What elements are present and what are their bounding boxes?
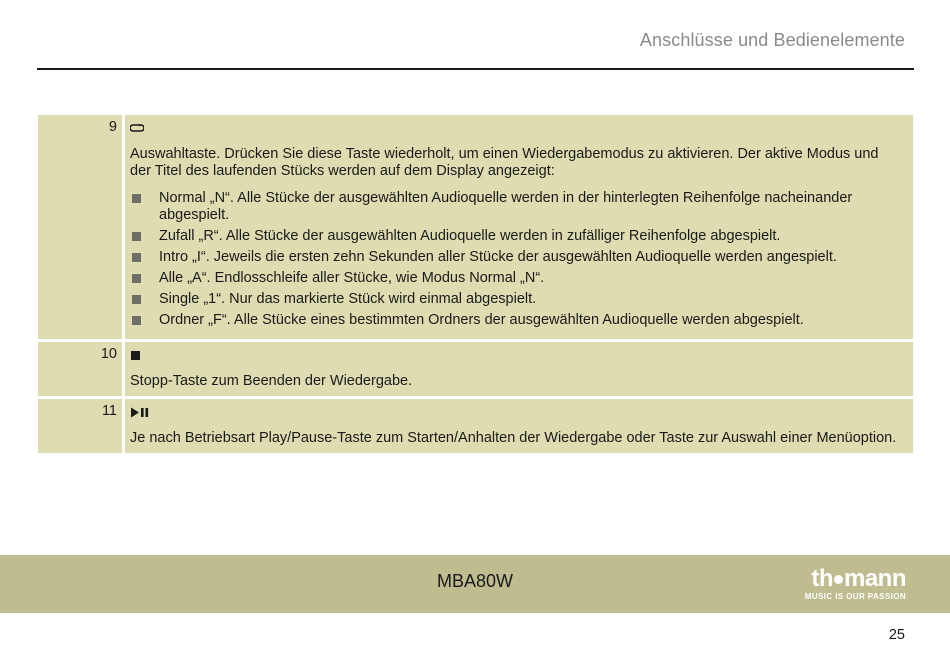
list-item: Intro „I“. Jeweils die ersten zehn Sekunden aller Stücke der ausgewählten Audioquelle werden angespielt. — [130, 249, 901, 266]
controls-table — [38, 115, 913, 456]
row-number: 10 — [38, 342, 122, 396]
row-description: Je nach Betriebsart Play/Pause-Taste zum Starten/Anhalten der Wiedergabe oder Taste zur Auswahl einer Menüoption. — [130, 430, 897, 446]
page-footer — [0, 555, 950, 613]
row-content — [125, 399, 913, 453]
thomann-logo: th mann MUSIC IS OUR PASSION — [804, 565, 906, 601]
table-row — [38, 399, 913, 453]
play-pause-icon — [130, 407, 150, 418]
row-description: Stopp-Taste zum Beenden der Wiedergabe. — [130, 373, 413, 389]
logo-dot-icon — [834, 575, 843, 584]
page-header-title: Anschlüsse und Bedienelemente — [639, 30, 905, 50]
mode-list — [130, 190, 901, 329]
logo-tagline: MUSIC IS OUR PASSION — [804, 592, 906, 601]
bullet-square-icon — [132, 274, 141, 283]
model-name: MBA80W — [436, 571, 514, 591]
list-item: Ordner „F“. Alle Stücke eines bestimmten Ordners der ausgewählten Audioquelle werden abgespielt. — [130, 312, 901, 329]
row-number: 11 — [38, 399, 122, 453]
list-item: Single „1“. Nur das markierte Stück wird einmal abgespielt. — [130, 291, 901, 308]
bullet-square-icon — [132, 232, 141, 241]
row-description: Auswahltaste. Drücken Sie diese Taste wiederholt, um einen Wiedergabemodus zu aktivieren. Der aktive Modus und der Titel des laufenden Stücks werden auf dem Display angezeigt: — [130, 146, 879, 179]
bullet-square-icon — [132, 194, 141, 203]
row-content — [125, 115, 913, 339]
page-number: 25 — [888, 627, 905, 643]
row-content — [125, 342, 913, 396]
table-row — [38, 342, 913, 396]
bullet-square-icon — [132, 295, 141, 304]
list-item: Alle „A“. Endlosschleife aller Stücke, wie Modus Normal „N“. — [130, 270, 901, 287]
row-number: 9 — [38, 115, 122, 339]
bullet-square-icon — [132, 316, 141, 325]
header-divider — [37, 68, 914, 70]
repeat-mode-icon — [130, 124, 144, 132]
bullet-square-icon — [132, 253, 141, 262]
list-item: Zufall „R“. Alle Stücke der ausgewählten Audioquelle werden in zufälliger Reihenfolge abgespielt. — [130, 228, 901, 245]
list-item: Normal „N“. Alle Stücke der ausgewählten Audioquelle werden in der hinterlegten Reihenfolge nacheinander abgespielt. — [130, 190, 901, 224]
stop-icon — [130, 350, 141, 361]
table-row — [38, 115, 913, 339]
